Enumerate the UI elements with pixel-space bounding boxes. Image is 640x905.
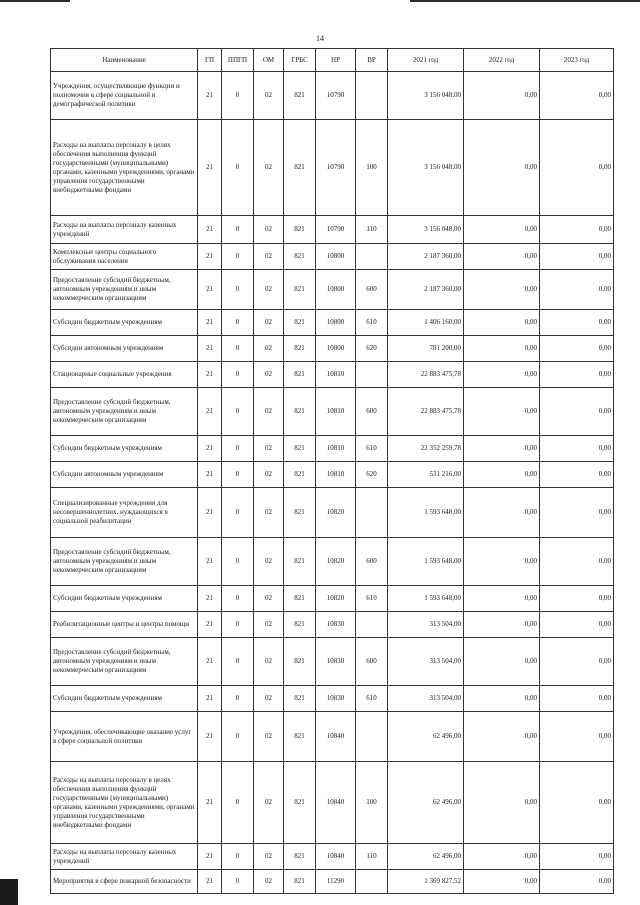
cell-nr: 11290 [316,870,356,894]
cell-om: 02 [254,270,284,310]
cell-gp: 21 [198,388,222,436]
cell-y2023: 0,00 [540,586,614,612]
cell-y2023: 0,00 [540,462,614,488]
table-row [51,686,614,712]
cell-gp: 21 [198,638,222,686]
cell-ppgp: 0 [222,762,254,844]
cell-y2021: 22 352 259,78 [388,436,464,462]
cell-name: Предоставление субсидий бюджетным, автономным учреждениям и иным некоммерческим организациям [51,638,198,686]
cell-vr: 600 [356,638,388,686]
cell-om: 02 [254,586,284,612]
cell-vr [356,362,388,388]
cell-vr: 100 [356,120,388,216]
cell-grbs: 821 [284,216,316,244]
cell-om: 02 [254,538,284,586]
cell-y2022: 0,00 [464,270,540,310]
cell-name: Субсидии бюджетным учреждениям [51,436,198,462]
header-2022: 2022 год [464,49,540,72]
cell-grbs: 821 [284,244,316,270]
cell-om: 02 [254,436,284,462]
table-row [51,436,614,462]
cell-om: 02 [254,488,284,538]
cell-y2022: 0,00 [464,244,540,270]
cell-name: Расходы на выплаты персоналу казенных учреждений [51,216,198,244]
cell-y2021: 313 504,00 [388,612,464,638]
cell-grbs: 821 [284,844,316,870]
table-row [51,388,614,436]
cell-ppgp: 0 [222,488,254,538]
cell-y2021: 3 156 048,00 [388,120,464,216]
header-name: Наименование [51,49,198,72]
header-nr: НР [316,49,356,72]
cell-y2021: 313 504,00 [388,686,464,712]
cell-grbs: 821 [284,538,316,586]
cell-y2021: 1 369 827,52 [388,870,464,894]
cell-ppgp: 0 [222,270,254,310]
cell-nr: 10820 [316,488,356,538]
cell-ppgp: 0 [222,844,254,870]
cell-y2023: 0,00 [540,310,614,336]
cell-vr: 610 [356,586,388,612]
cell-y2023: 0,00 [540,844,614,870]
table-row [51,762,614,844]
header-gp: ГП [198,49,222,72]
cell-gp: 21 [198,488,222,538]
cell-y2021: 1 593 648,00 [388,488,464,538]
cell-gp: 21 [198,120,222,216]
cell-ppgp: 0 [222,538,254,586]
cell-nr: 10810 [316,388,356,436]
cell-y2022: 0,00 [464,462,540,488]
cell-om: 02 [254,844,284,870]
cell-y2022: 0,00 [464,762,540,844]
cell-nr: 10800 [316,270,356,310]
cell-vr: 600 [356,270,388,310]
cell-vr [356,488,388,538]
cell-y2022: 0,00 [464,362,540,388]
cell-grbs: 821 [284,586,316,612]
cell-vr [356,612,388,638]
cell-grbs: 821 [284,336,316,362]
cell-name: Комплексные центры социального обслуживания населения [51,244,198,270]
cell-grbs: 821 [284,712,316,762]
cell-nr: 10810 [316,436,356,462]
scan-edge-mark [410,0,640,2]
table-row [51,538,614,586]
cell-ppgp: 0 [222,388,254,436]
cell-ppgp: 0 [222,72,254,120]
table-row [51,72,614,120]
cell-om: 02 [254,362,284,388]
cell-ppgp: 0 [222,870,254,894]
table-row [51,310,614,336]
cell-nr: 10830 [316,638,356,686]
cell-om: 02 [254,612,284,638]
cell-gp: 21 [198,612,222,638]
cell-y2023: 0,00 [540,388,614,436]
cell-y2021: 22 883 475,78 [388,362,464,388]
table-row [51,844,614,870]
table-row [51,586,614,612]
table-row [51,362,614,388]
cell-grbs: 821 [284,870,316,894]
scan-corner-mark [0,879,18,905]
cell-y2023: 0,00 [540,120,614,216]
cell-om: 02 [254,72,284,120]
cell-om: 02 [254,244,284,270]
cell-name: Учреждения, обеспечивающие оказание услуг в сфере социальной политики [51,712,198,762]
cell-y2021: 22 883 475,78 [388,388,464,436]
cell-grbs: 821 [284,362,316,388]
cell-nr: 10830 [316,686,356,712]
cell-y2022: 0,00 [464,686,540,712]
table-row [51,216,614,244]
cell-grbs: 821 [284,686,316,712]
cell-nr: 10820 [316,586,356,612]
cell-vr: 620 [356,462,388,488]
cell-ppgp: 0 [222,244,254,270]
cell-y2023: 0,00 [540,762,614,844]
cell-y2022: 0,00 [464,388,540,436]
cell-om: 02 [254,310,284,336]
table-row [51,244,614,270]
cell-name: Предоставление субсидий бюджетным, автономным учреждениям и иным некоммерческим организациям [51,538,198,586]
cell-om: 02 [254,686,284,712]
cell-y2023: 0,00 [540,72,614,120]
cell-name: Расходы на выплаты персоналу в целях обеспечения выполнения функций государственными (муниципальными) органами, казенными учреждениями, органами управления государственными внебюджетными фондами [51,120,198,216]
cell-gp: 21 [198,870,222,894]
cell-y2022: 0,00 [464,216,540,244]
cell-y2023: 0,00 [540,270,614,310]
cell-vr: 600 [356,388,388,436]
header-2021: 2021 год [388,49,464,72]
cell-nr: 10790 [316,72,356,120]
cell-ppgp: 0 [222,712,254,762]
cell-vr: 600 [356,538,388,586]
cell-ppgp: 0 [222,686,254,712]
cell-name: Расходы на выплаты персоналу в целях обеспечения выполнения функций государственными (муниципальными) органами, казенными учреждениями, органами управления государственными внебюджетными фондами [51,762,198,844]
cell-gp: 21 [198,336,222,362]
table-header-row [51,49,614,72]
cell-y2021: 62 496,00 [388,712,464,762]
cell-y2021: 3 156 048,00 [388,72,464,120]
cell-vr: 620 [356,336,388,362]
table-row [51,488,614,538]
header-vr: ВР [356,49,388,72]
cell-nr: 10830 [316,612,356,638]
scan-edge-mark [0,0,70,2]
cell-y2021: 531 216,00 [388,462,464,488]
cell-y2023: 0,00 [540,244,614,270]
cell-y2021: 781 200,00 [388,336,464,362]
cell-y2022: 0,00 [464,844,540,870]
cell-om: 02 [254,120,284,216]
cell-vr [356,712,388,762]
page-number: 14 [316,34,324,43]
cell-y2023: 0,00 [540,686,614,712]
cell-name: Предоставление субсидий бюджетным, автономным учреждениям и иным некоммерческим организациям [51,270,198,310]
cell-y2023: 0,00 [540,436,614,462]
cell-vr: 610 [356,310,388,336]
cell-grbs: 821 [284,762,316,844]
cell-vr: 110 [356,844,388,870]
cell-nr: 10840 [316,762,356,844]
cell-grbs: 821 [284,310,316,336]
cell-y2022: 0,00 [464,436,540,462]
cell-name: Предоставление субсидий бюджетным, автономным учреждениям и иным некоммерческим организациям [51,388,198,436]
cell-vr: 610 [356,436,388,462]
cell-ppgp: 0 [222,612,254,638]
cell-vr: 110 [356,216,388,244]
cell-nr: 10840 [316,844,356,870]
cell-grbs: 821 [284,270,316,310]
cell-y2021: 1 406 160,00 [388,310,464,336]
table-row [51,120,614,216]
cell-nr: 10800 [316,336,356,362]
cell-gp: 21 [198,362,222,388]
cell-name: Учреждения, осуществляющие функции и полномочия в сфере социальной и демографической политики [51,72,198,120]
cell-y2022: 0,00 [464,712,540,762]
cell-om: 02 [254,638,284,686]
cell-y2022: 0,00 [464,72,540,120]
cell-name: Стационарные социальные учреждения [51,362,198,388]
cell-y2022: 0,00 [464,538,540,586]
cell-ppgp: 0 [222,638,254,686]
cell-grbs: 821 [284,388,316,436]
cell-name: Субсидии автономным учреждениям [51,462,198,488]
table-row [51,270,614,310]
cell-nr: 10810 [316,362,356,388]
cell-name: Специализированные учреждения для несовершеннолетних, нуждающихся в социальной реабилитации [51,488,198,538]
cell-y2022: 0,00 [464,336,540,362]
cell-vr: 610 [356,686,388,712]
cell-ppgp: 0 [222,216,254,244]
cell-y2022: 0,00 [464,120,540,216]
cell-grbs: 821 [284,488,316,538]
cell-y2021: 2 187 360,00 [388,270,464,310]
cell-grbs: 821 [284,436,316,462]
cell-y2021: 2 187 360,00 [388,244,464,270]
cell-grbs: 821 [284,612,316,638]
cell-om: 02 [254,216,284,244]
cell-nr: 10790 [316,120,356,216]
table-row [51,462,614,488]
cell-y2021: 1 593 648,00 [388,538,464,586]
cell-y2022: 0,00 [464,488,540,538]
cell-nr: 10840 [316,712,356,762]
cell-gp: 21 [198,844,222,870]
cell-vr [356,870,388,894]
cell-gp: 21 [198,712,222,762]
cell-y2022: 0,00 [464,586,540,612]
cell-y2023: 0,00 [540,336,614,362]
cell-y2023: 0,00 [540,870,614,894]
header-2023: 2023 год [540,49,614,72]
cell-gp: 21 [198,538,222,586]
cell-nr: 10790 [316,216,356,244]
cell-y2021: 1 593 648,00 [388,586,464,612]
cell-ppgp: 0 [222,362,254,388]
header-grbs: ГРБС [284,49,316,72]
cell-y2022: 0,00 [464,310,540,336]
header-ppgp: ППГП [222,49,254,72]
cell-y2021: 3 156 048,00 [388,216,464,244]
table-row [51,638,614,686]
table-row [51,712,614,762]
cell-om: 02 [254,712,284,762]
cell-vr [356,244,388,270]
cell-name: Субсидии бюджетным учреждениям [51,586,198,612]
cell-gp: 21 [198,310,222,336]
cell-gp: 21 [198,586,222,612]
cell-y2023: 0,00 [540,488,614,538]
cell-gp: 21 [198,436,222,462]
cell-y2023: 0,00 [540,538,614,586]
cell-name: Реабилитационные центры и центры помощи [51,612,198,638]
cell-om: 02 [254,462,284,488]
cell-grbs: 821 [284,638,316,686]
cell-nr: 10800 [316,244,356,270]
cell-name: Мероприятия в сфере пожарной безопасности [51,870,198,894]
cell-name: Субсидии бюджетным учреждениям [51,310,198,336]
cell-grbs: 821 [284,120,316,216]
cell-ppgp: 0 [222,436,254,462]
cell-y2023: 0,00 [540,216,614,244]
cell-y2021: 62 496,00 [388,844,464,870]
cell-y2021: 62 496,00 [388,762,464,844]
cell-ppgp: 0 [222,120,254,216]
cell-nr: 10800 [316,310,356,336]
table-row [51,870,614,894]
cell-gp: 21 [198,762,222,844]
cell-y2023: 0,00 [540,638,614,686]
cell-nr: 10810 [316,462,356,488]
cell-gp: 21 [198,462,222,488]
cell-ppgp: 0 [222,586,254,612]
cell-gp: 21 [198,244,222,270]
cell-vr: 100 [356,762,388,844]
cell-y2022: 0,00 [464,612,540,638]
table-row [51,336,614,362]
cell-y2023: 0,00 [540,612,614,638]
cell-name: Субсидии автономным учреждениям [51,336,198,362]
cell-ppgp: 0 [222,310,254,336]
cell-grbs: 821 [284,72,316,120]
cell-y2022: 0,00 [464,638,540,686]
cell-om: 02 [254,870,284,894]
cell-gp: 21 [198,216,222,244]
cell-y2023: 0,00 [540,362,614,388]
header-om: ОМ [254,49,284,72]
cell-ppgp: 0 [222,462,254,488]
cell-gp: 21 [198,270,222,310]
cell-gp: 21 [198,72,222,120]
cell-vr [356,72,388,120]
cell-gp: 21 [198,686,222,712]
cell-name: Субсидии бюджетным учреждениям [51,686,198,712]
cell-y2023: 0,00 [540,712,614,762]
cell-om: 02 [254,762,284,844]
budget-table [50,48,614,894]
cell-grbs: 821 [284,462,316,488]
cell-om: 02 [254,388,284,436]
cell-nr: 10820 [316,538,356,586]
cell-ppgp: 0 [222,336,254,362]
cell-om: 02 [254,336,284,362]
cell-y2021: 313 504,00 [388,638,464,686]
cell-name: Расходы на выплаты персоналу казенных учреждений [51,844,198,870]
table-row [51,612,614,638]
cell-y2022: 0,00 [464,870,540,894]
